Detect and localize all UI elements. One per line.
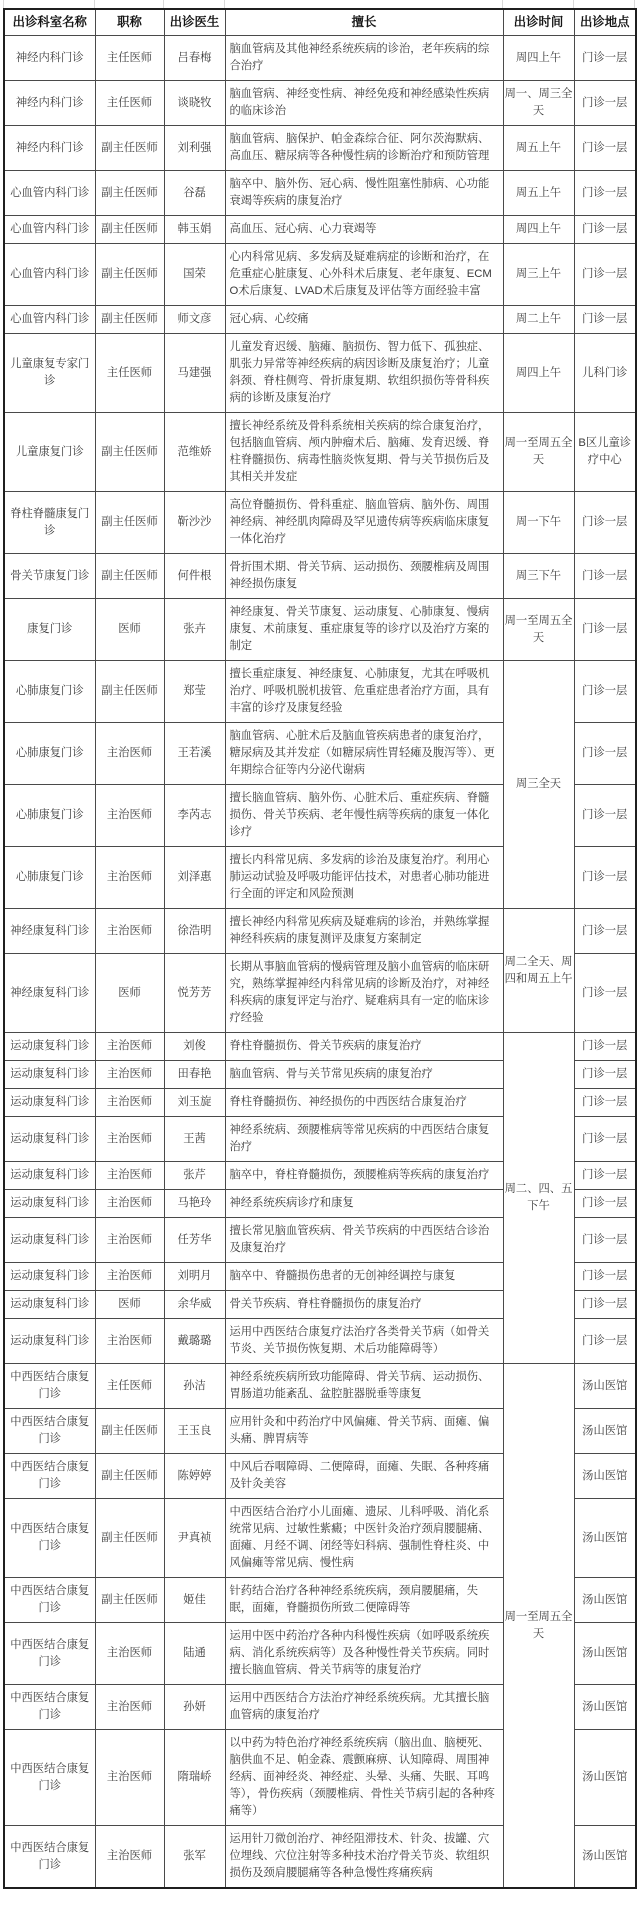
location-cell: 汤山医馆 <box>574 1364 636 1409</box>
department-cell: 中西医结合康复门诊 <box>4 1409 95 1454</box>
location-cell: 汤山医馆 <box>574 1730 636 1826</box>
location-cell: 门诊一层 <box>574 847 636 909</box>
department-cell: 儿童康复门诊 <box>4 413 95 492</box>
doctor-cell: 刘泽惠 <box>164 847 225 909</box>
time-cell: 周三上午 <box>503 244 574 306</box>
doctor-cell: 刘玉旋 <box>164 1089 225 1117</box>
department-cell: 中西医结合康复门诊 <box>4 1578 95 1623</box>
location-cell: 门诊一层 <box>574 1089 636 1117</box>
title-cell: 主治医师 <box>95 1089 164 1117</box>
column-guide-tick <box>634 0 635 8</box>
doctor-cell: 刘明月 <box>164 1263 225 1291</box>
doctor-cell: 郑莹 <box>164 661 225 723</box>
doctor-cell: 靳沙沙 <box>164 492 225 554</box>
location-cell: 门诊一层 <box>574 171 636 216</box>
table-row <box>4 554 636 599</box>
specialty-cell: 脑血管病、脑保护、帕金森综合征、阿尔茨海默病、高血压、糖尿病等各种慢性病的诊断治疗和预防管理 <box>225 126 503 171</box>
specialty-cell: 中西医结合治疗小儿面瘫、遗尿、儿科呼吸、消化系统常见病、过敏性紫癜；中医针灸治疗颈肩腰腿痛、面瘫、月经不调、闭经等妇科病、强制性脊柱炎、中风偏瘫等常见病、慢性病 <box>225 1499 503 1578</box>
location-cell: 门诊一层 <box>574 954 636 1033</box>
title-cell: 副主任医师 <box>95 244 164 306</box>
location-cell: 门诊一层 <box>574 36 636 81</box>
doctor-cell: 国荣 <box>164 244 225 306</box>
title-cell: 副主任医师 <box>95 492 164 554</box>
doctor-cell: 谷磊 <box>164 171 225 216</box>
location-cell: 门诊一层 <box>574 306 636 334</box>
column-guide-tick <box>94 0 95 8</box>
specialty-cell: 擅长神经内科常见疾病及疑难病的诊治，并熟练掌握神经科疾病的康复测评及康复方案制定 <box>225 909 503 954</box>
doctor-cell: 何件根 <box>164 554 225 599</box>
doctor-cell: 姬佳 <box>164 1578 225 1623</box>
doctor-cell: 王茜 <box>164 1117 225 1162</box>
title-cell: 主治医师 <box>95 1117 164 1162</box>
specialty-cell: 运用中医中药治疗各种内科慢性疾病（如呼吸系统疾病、消化系统疾病等）及各种慢性骨关节疾病。同时擅长脑血管病、骨关节病等的康复治疗 <box>225 1623 503 1685</box>
location-cell: 汤山医馆 <box>574 1578 636 1623</box>
specialty-cell: 擅长神经系统及骨科系统相关疾病的综合康复治疗，包括脑血管病、颅内肿瘤术后、脑瘫、发育迟缓、脊柱脊髓损伤、病毒性脑炎恢复期、骨与关节损伤后及其相关并发症 <box>225 413 503 492</box>
specialty-cell: 中风后吞咽障碍、二便障碍，面瘫、失眠、各种疼痛及针灸美容 <box>225 1454 503 1499</box>
table-row <box>4 334 636 413</box>
header-title: 职称 <box>95 9 164 36</box>
department-cell: 神经内科门诊 <box>4 36 95 81</box>
specialty-cell: 长期从事脑血管病的慢病管理及脑小血管病的临床研究，熟练掌握神经内科常见病的诊断及治疗，对神经科疾病的康复评定与治疗、疑难病具有一定的临床诊疗经验 <box>225 954 503 1033</box>
department-cell: 运动康复科门诊 <box>4 1190 95 1218</box>
specialty-cell: 心内科常见病、多发病及疑难病症的诊断和治疗，在危重症心脏康复、心外科术后康复、老年康复、ECMO术后康复、LVAD术后康复及评估等方面经验丰富 <box>225 244 503 306</box>
location-cell: 门诊一层 <box>574 216 636 244</box>
specialty-cell: 脑血管病、心脏术后及脑血管疾病患者的康复治疗，糖尿病及其并发症（如糖尿病性胃轻瘫及腹泻等）、更年期综合征等内分泌代谢病 <box>225 723 503 785</box>
department-cell: 心血管内科门诊 <box>4 244 95 306</box>
time-cell: 周四上午 <box>503 36 574 81</box>
table-row <box>4 244 636 306</box>
time-cell: 周三全天 <box>503 661 574 909</box>
title-cell: 主治医师 <box>95 1190 164 1218</box>
location-cell: 儿科门诊 <box>574 334 636 413</box>
doctor-cell: 任芳华 <box>164 1218 225 1263</box>
doctor-cell: 吕春梅 <box>164 36 225 81</box>
doctor-cell: 余华威 <box>164 1291 225 1319</box>
time-cell: 周五上午 <box>503 171 574 216</box>
time-cell: 周一、周三全天 <box>503 81 574 126</box>
department-cell: 心肺康复门诊 <box>4 723 95 785</box>
department-cell: 运动康复科门诊 <box>4 1089 95 1117</box>
location-cell: 门诊一层 <box>574 1061 636 1089</box>
location-cell: 门诊一层 <box>574 1319 636 1364</box>
time-cell: 周一至周五全天 <box>503 599 574 661</box>
title-cell: 副主任医师 <box>95 661 164 723</box>
schedule-table-body <box>4 36 636 1889</box>
table-row <box>4 492 636 554</box>
title-cell: 主治医师 <box>95 785 164 847</box>
location-cell: 门诊一层 <box>574 126 636 171</box>
department-cell: 中西医结合康复门诊 <box>4 1364 95 1409</box>
department-cell: 心血管内科门诊 <box>4 216 95 244</box>
department-cell: 神经康复科门诊 <box>4 909 95 954</box>
doctor-cell: 悦芳芳 <box>164 954 225 1033</box>
specialty-cell: 擅长内科常见病、多发病的诊治及康复治疗。利用心肺运动试验及呼吸功能评估技术，对患者心肺功能进行全面的评定和风险预测 <box>225 847 503 909</box>
header-time: 出诊时间 <box>503 9 574 36</box>
department-cell: 儿童康复专家门诊 <box>4 334 95 413</box>
department-cell: 心肺康复门诊 <box>4 785 95 847</box>
department-cell: 神经内科门诊 <box>4 81 95 126</box>
location-cell: 门诊一层 <box>574 244 636 306</box>
department-cell: 心肺康复门诊 <box>4 661 95 723</box>
department-cell: 中西医结合康复门诊 <box>4 1499 95 1578</box>
department-cell: 中西医结合康复门诊 <box>4 1826 95 1889</box>
time-cell: 周五上午 <box>503 126 574 171</box>
specialty-cell: 脑卒中、脑外伤、冠心病、慢性阻塞性肺病、心功能衰竭等疾病的康复治疗 <box>225 171 503 216</box>
time-cell: 周一下午 <box>503 492 574 554</box>
header-location: 出诊地点 <box>574 9 636 36</box>
time-cell: 周四上午 <box>503 334 574 413</box>
title-cell: 主治医师 <box>95 847 164 909</box>
specialty-cell: 脑卒中、脊髓损伤患者的无创神经调控与康复 <box>225 1263 503 1291</box>
title-cell: 主治医师 <box>95 1033 164 1061</box>
specialty-cell: 运用中西医结合康复疗法治疗各类骨关节病（如骨关节炎、关节损伤恢复期、术后功能障碍等） <box>225 1319 503 1364</box>
specialty-cell: 脊柱脊髓损伤、骨关节疾病的康复治疗 <box>225 1033 503 1061</box>
specialty-cell: 脑血管病、神经变性病、神经免疫和神经感染性疾病的临床诊治 <box>225 81 503 126</box>
location-cell: 门诊一层 <box>574 1263 636 1291</box>
header-doctor: 出诊医生 <box>164 9 225 36</box>
location-cell: 汤山医馆 <box>574 1685 636 1730</box>
specialty-cell: 脑血管病及其他神经系统疾病的诊治，老年疾病的综合治疗 <box>225 36 503 81</box>
department-cell: 运动康复科门诊 <box>4 1061 95 1089</box>
table-row <box>4 413 636 492</box>
time-cell: 周一至周五全天 <box>503 1364 574 1889</box>
location-cell: 门诊一层 <box>574 1162 636 1190</box>
title-cell: 副主任医师 <box>95 1578 164 1623</box>
specialty-cell: 运用针刀微创治疗、神经阻滞技术、针灸、拔罐、穴位埋线、穴位注射等多种技术治疗骨关节炎、软组织损伤及颈肩腰腿痛等各种急慢性疼痛疾病 <box>225 1826 503 1889</box>
department-cell: 脊柱脊髓康复门诊 <box>4 492 95 554</box>
doctor-cell: 王若溪 <box>164 723 225 785</box>
title-cell: 主任医师 <box>95 334 164 413</box>
specialty-cell: 高血压、冠心病、心力衰竭等 <box>225 216 503 244</box>
location-cell: 汤山医馆 <box>574 1623 636 1685</box>
title-cell: 主治医师 <box>95 1218 164 1263</box>
specialty-cell: 擅长脑血管病、脑外伤、心脏术后、重症疾病、脊髓损伤、骨关节疾病、老年慢性病等疾病的康复一体化诊疗 <box>225 785 503 847</box>
location-cell: 汤山医馆 <box>574 1826 636 1889</box>
location-cell: 门诊一层 <box>574 1190 636 1218</box>
doctor-cell: 陈婷婷 <box>164 1454 225 1499</box>
table-row <box>4 171 636 216</box>
doctor-cell: 李芮志 <box>164 785 225 847</box>
location-cell: 门诊一层 <box>574 1033 636 1061</box>
location-cell: 门诊一层 <box>574 723 636 785</box>
title-cell: 副主任医师 <box>95 126 164 171</box>
doctor-cell: 韩玉娟 <box>164 216 225 244</box>
doctor-cell: 范维娇 <box>164 413 225 492</box>
table-row <box>4 1364 636 1409</box>
doctor-cell: 孙妍 <box>164 1685 225 1730</box>
location-cell: 汤山医馆 <box>574 1499 636 1578</box>
title-cell: 主任医师 <box>95 1364 164 1409</box>
title-cell: 副主任医师 <box>95 171 164 216</box>
title-cell: 主治医师 <box>95 909 164 954</box>
doctor-cell: 刘利强 <box>164 126 225 171</box>
department-cell: 中西医结合康复门诊 <box>4 1730 95 1826</box>
specialty-cell: 以中药为特色治疗神经系统疾病（脑出血、脑梗死、脑供血不足、帕金森、震颤麻痹、认知障碍、周围神经病、面神经炎、神经症、头晕、头痛、失眠、耳鸣等），骨伤疾病（颈腰椎病、骨性关节病引起的各种疼痛等） <box>225 1730 503 1826</box>
department-cell: 运动康复科门诊 <box>4 1319 95 1364</box>
specialty-cell: 擅长常见脑血管疾病、骨关节疾病的中西医结合诊治及康复治疗 <box>225 1218 503 1263</box>
department-cell: 中西医结合康复门诊 <box>4 1454 95 1499</box>
location-cell: 门诊一层 <box>574 81 636 126</box>
specialty-cell: 针药结合治疗各种神经系统疾病，颈肩腰腿痛，失眠，面瘫，脊髓损伤所致二便障碍等 <box>225 1578 503 1623</box>
department-cell: 神经内科门诊 <box>4 126 95 171</box>
specialty-cell: 儿童发育迟缓、脑瘫、脑损伤、智力低下、孤独症、肌张力异常等神经疾病的病因诊断及康复治疗；儿童斜颈、脊柱侧弯、骨折康复期、软组织损伤等骨科疾病的诊断及康复治疗 <box>225 334 503 413</box>
location-cell: 门诊一层 <box>574 785 636 847</box>
title-cell: 主治医师 <box>95 1730 164 1826</box>
specialty-cell: 神经系统疾病诊疗和康复 <box>225 1190 503 1218</box>
title-cell: 副主任医师 <box>95 216 164 244</box>
table-row <box>4 81 636 126</box>
column-guide-tick <box>163 0 164 8</box>
title-cell: 副主任医师 <box>95 413 164 492</box>
doctor-cell: 师文彦 <box>164 306 225 334</box>
doctor-cell: 刘俊 <box>164 1033 225 1061</box>
title-cell: 主治医师 <box>95 723 164 785</box>
specialty-cell: 骨关节疾病、脊柱脊髓损伤的康复治疗 <box>225 1291 503 1319</box>
title-cell: 副主任医师 <box>95 1499 164 1578</box>
doctor-cell: 张芹 <box>164 1162 225 1190</box>
department-cell: 运动康复科门诊 <box>4 1263 95 1291</box>
location-cell: 门诊一层 <box>574 1117 636 1162</box>
table-row <box>4 909 636 954</box>
location-cell: 门诊一层 <box>574 1218 636 1263</box>
doctor-cell: 马建强 <box>164 334 225 413</box>
specialty-cell: 脊柱脊髓损伤、神经损伤的中西医结合康复治疗 <box>225 1089 503 1117</box>
top-edge-strip <box>0 0 640 8</box>
department-cell: 心血管内科门诊 <box>4 171 95 216</box>
doctor-cell: 隋瑞峤 <box>164 1730 225 1826</box>
location-cell: B区儿童诊疗中心 <box>574 413 636 492</box>
column-guide-tick <box>502 0 503 8</box>
table-row <box>4 661 636 723</box>
title-cell: 主任医师 <box>95 36 164 81</box>
table-row <box>4 216 636 244</box>
column-guide-tick <box>224 0 225 8</box>
time-cell: 周二、四、五下午 <box>503 1033 574 1364</box>
department-cell: 运动康复科门诊 <box>4 1162 95 1190</box>
title-cell: 医师 <box>95 599 164 661</box>
doctor-cell: 戴璐璐 <box>164 1319 225 1364</box>
specialty-cell: 神经系统病、颈腰椎病等常见疾病的中西医结合康复治疗 <box>225 1117 503 1162</box>
time-cell: 周三下午 <box>503 554 574 599</box>
doctor-cell: 王玉良 <box>164 1409 225 1454</box>
title-cell: 主治医师 <box>95 1319 164 1364</box>
header-row <box>4 9 636 36</box>
department-cell: 运动康复科门诊 <box>4 1291 95 1319</box>
department-cell: 运动康复科门诊 <box>4 1033 95 1061</box>
location-cell: 门诊一层 <box>574 661 636 723</box>
location-cell: 汤山医馆 <box>574 1409 636 1454</box>
specialty-cell: 高位脊髓损伤、骨科重症、脑血管病、脑外伤、周围神经病、神经肌肉障碍及罕见遗传病等疾病临床康复一体化治疗 <box>225 492 503 554</box>
table-row <box>4 126 636 171</box>
location-cell: 门诊一层 <box>574 492 636 554</box>
specialty-cell: 骨折围术期、骨关节病、运动损伤、颈腰椎病及周围神经损伤康复 <box>225 554 503 599</box>
time-cell: 周二上午 <box>503 306 574 334</box>
doctor-cell: 谈晓牧 <box>164 81 225 126</box>
location-cell: 门诊一层 <box>574 1291 636 1319</box>
time-cell: 周二全天、周四和周五上午 <box>503 909 574 1033</box>
table-row <box>4 36 636 81</box>
title-cell: 主治医师 <box>95 1685 164 1730</box>
specialty-cell: 运用中西医结合方法治疗神经系统疾病。尤其擅长脑血管病的康复治疗 <box>225 1685 503 1730</box>
header-specialty: 擅长 <box>225 9 503 36</box>
time-cell: 周四上午 <box>503 216 574 244</box>
column-guide-tick <box>573 0 574 8</box>
table-row <box>4 599 636 661</box>
location-cell: 门诊一层 <box>574 554 636 599</box>
doctor-cell: 孙洁 <box>164 1364 225 1409</box>
schedule-table <box>3 8 637 1889</box>
department-cell: 骨关节康复门诊 <box>4 554 95 599</box>
location-cell: 门诊一层 <box>574 599 636 661</box>
title-cell: 主治医师 <box>95 1061 164 1089</box>
doctor-cell: 张卉 <box>164 599 225 661</box>
title-cell: 副主任医师 <box>95 1454 164 1499</box>
title-cell: 主治医师 <box>95 1162 164 1190</box>
department-cell: 心血管内科门诊 <box>4 306 95 334</box>
specialty-cell: 神经康复、骨关节康复、运动康复、心肺康复、慢病康复、术前康复、重症康复等的诊疗以及治疗方案的制定 <box>225 599 503 661</box>
title-cell: 主治医师 <box>95 1623 164 1685</box>
column-guide-tick <box>3 0 4 8</box>
doctor-cell: 张军 <box>164 1826 225 1889</box>
title-cell: 医师 <box>95 1291 164 1319</box>
specialty-cell: 擅长重症康复、神经康复、心肺康复，尤其在呼吸机治疗、呼吸机脱机拔管、危重症患者治疗方面，具有丰富的诊疗及康复经验 <box>225 661 503 723</box>
table-row <box>4 306 636 334</box>
title-cell: 医师 <box>95 954 164 1033</box>
title-cell: 副主任医师 <box>95 1409 164 1454</box>
time-cell: 周一至周五全天 <box>503 413 574 492</box>
location-cell: 门诊一层 <box>574 909 636 954</box>
doctor-cell: 田春艳 <box>164 1061 225 1089</box>
specialty-cell: 冠心病、心绞痛 <box>225 306 503 334</box>
table-row <box>4 1033 636 1061</box>
doctor-cell: 陆通 <box>164 1623 225 1685</box>
department-cell: 康复门诊 <box>4 599 95 661</box>
location-cell: 汤山医馆 <box>574 1454 636 1499</box>
title-cell: 副主任医师 <box>95 554 164 599</box>
doctor-cell: 马艳玲 <box>164 1190 225 1218</box>
department-cell: 神经康复科门诊 <box>4 954 95 1033</box>
header-department: 出诊科室名称 <box>4 9 95 36</box>
specialty-cell: 应用针灸和中药治疗中风偏瘫、骨关节病、面瘫、偏头痛、脾胃病等 <box>225 1409 503 1454</box>
department-cell: 运动康复科门诊 <box>4 1218 95 1263</box>
title-cell: 副主任医师 <box>95 306 164 334</box>
title-cell: 主任医师 <box>95 81 164 126</box>
title-cell: 主治医师 <box>95 1263 164 1291</box>
title-cell: 主治医师 <box>95 1826 164 1889</box>
department-cell: 运动康复科门诊 <box>4 1117 95 1162</box>
specialty-cell: 脑卒中，脊柱脊髓损伤，颈腰椎病等疾病的康复治疗 <box>225 1162 503 1190</box>
specialty-cell: 脑血管病、骨与关节常见疾病的康复治疗 <box>225 1061 503 1089</box>
department-cell: 中西医结合康复门诊 <box>4 1685 95 1730</box>
department-cell: 心肺康复门诊 <box>4 847 95 909</box>
specialty-cell: 神经系统疾病所致功能障碍、骨关节病、运动损伤、胃肠道功能紊乱、盆腔脏器脱垂等康复 <box>225 1364 503 1409</box>
doctor-cell: 徐浩明 <box>164 909 225 954</box>
doctor-cell: 尹真祯 <box>164 1499 225 1578</box>
department-cell: 中西医结合康复门诊 <box>4 1623 95 1685</box>
